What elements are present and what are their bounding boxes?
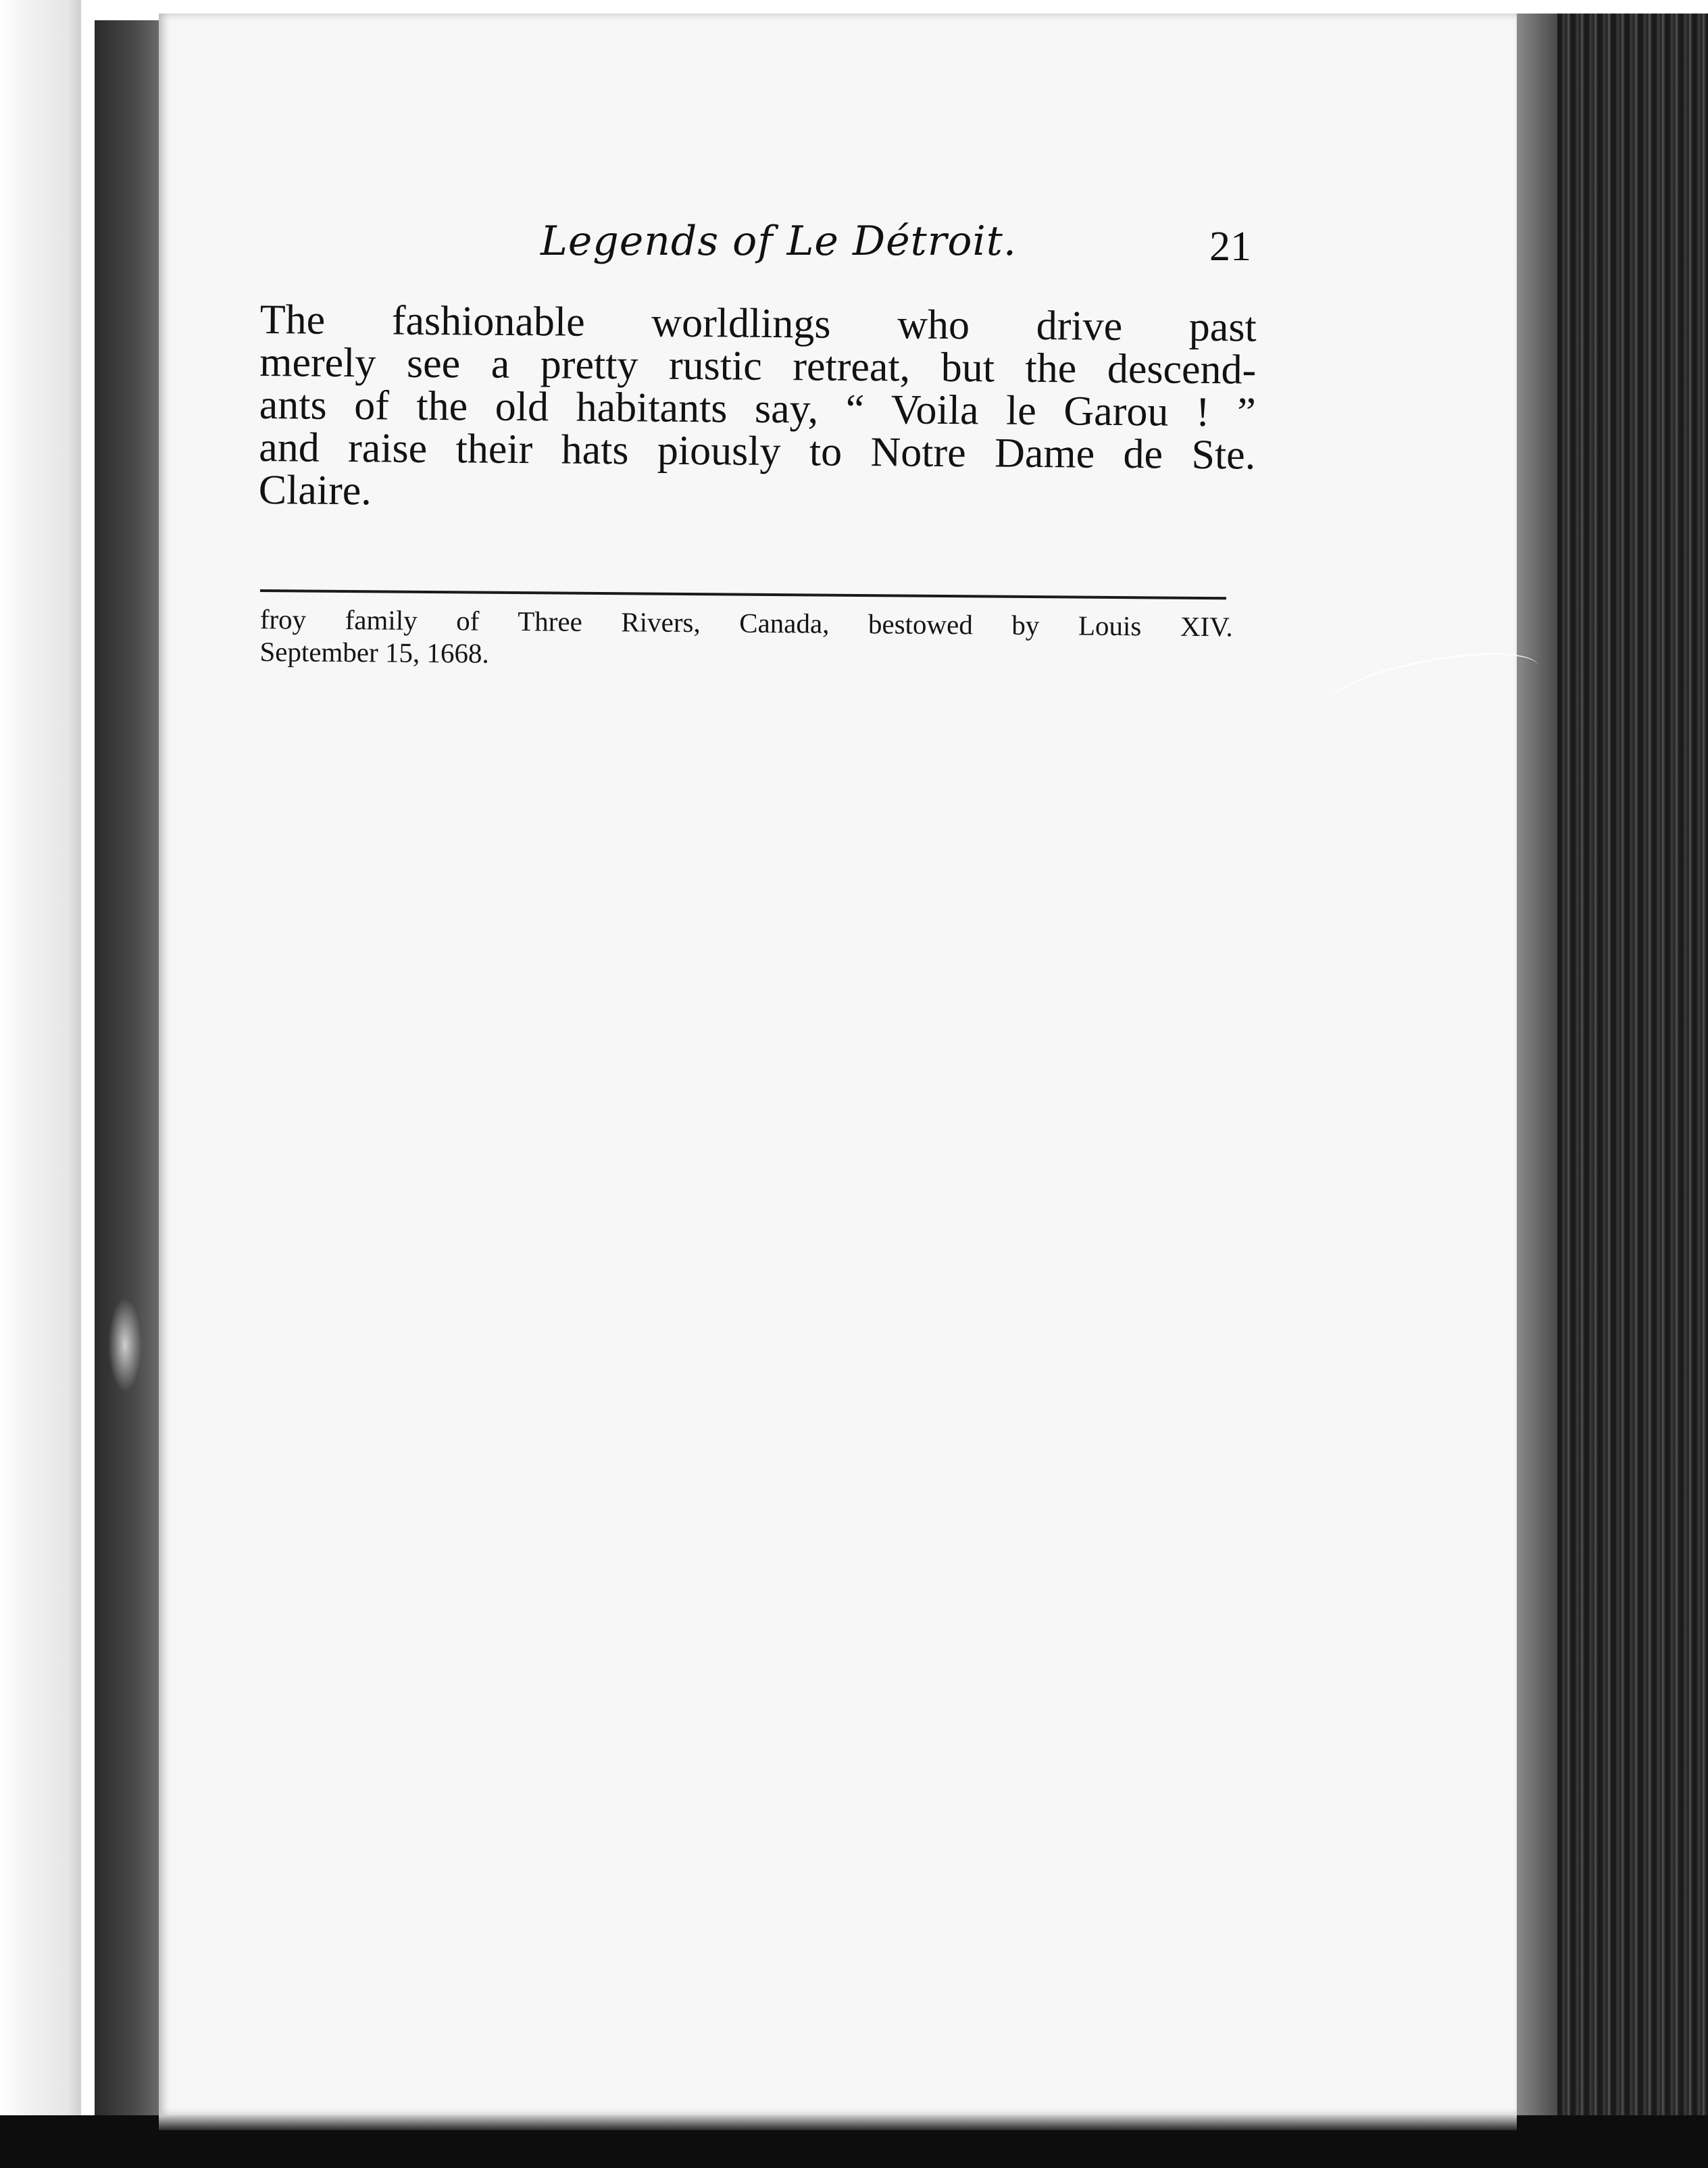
page-bottom-edge	[159, 2115, 1517, 2130]
page-number: 21	[1209, 224, 1251, 270]
body-line: Claire.	[258, 466, 372, 514]
footnote-line: froy family of Three Rivers, Canada, bestowed by Louis XIV.	[259, 603, 1233, 643]
body-line: ants of the old habitants say, “ Voila le Garou ! ”	[259, 381, 1256, 436]
page-block-highlight	[1517, 14, 1557, 2168]
spine-glare	[108, 1298, 142, 1392]
body-paragraph	[259, 299, 1257, 520]
footnote	[259, 603, 1233, 675]
facing-page-edge	[0, 0, 81, 2168]
body-line: and raise their hats piously to Notre Dame de Ste.	[259, 424, 1256, 478]
running-title: Legends of Le Détroit.	[541, 218, 1017, 265]
footnote-line: September 15, 1668.	[259, 635, 489, 669]
body-line: The fashionable worldlings who drive past	[259, 297, 1257, 351]
body-line: merely see a pretty rustic retreat, but the descend-	[259, 339, 1257, 393]
book-spine-shadow	[95, 20, 162, 2129]
